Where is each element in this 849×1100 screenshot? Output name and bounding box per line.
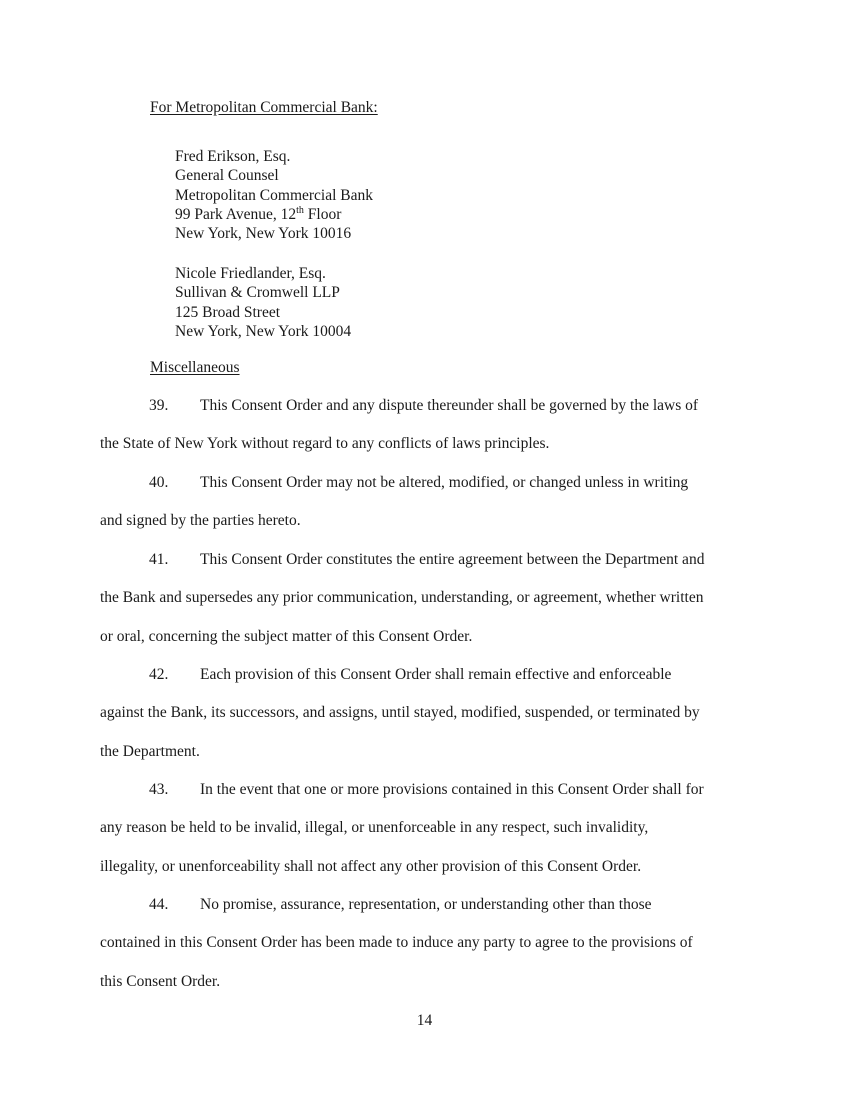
paragraph-text: any reason be held to be invalid, illegal, or unenforceable in any respect, such invalidity, [100,819,649,837]
paragraph-number: 41. [149,551,169,568]
paragraph-number: 43. [149,781,169,798]
paragraph-text: or oral, concerning the subject matter of this Consent Order. [100,627,473,645]
addressee-block-counsel [175,264,351,341]
paragraph-41 [100,541,750,656]
paragraph-number: 39. [149,397,169,414]
paragraph-text: this Consent Order. [100,972,221,990]
paragraph-number: 40. [149,474,169,491]
paragraph-text: contained in this Consent Order has been made to induce any party to agree to the provisions of [100,934,693,952]
paragraph-text: No promise, assurance, representation, or understanding other than those [200,896,652,913]
paragraph-text: illegality, or unenforceability shall not affect any other provision of this Consent Order. [100,857,642,875]
paragraph-text: This Consent Order constitutes the entire agreement between the Department and [200,551,705,568]
addressee-street: 125 Broad Street [175,303,281,321]
paragraph-text: the Bank and supersedes any prior communication, understanding, or agreement, whether written [100,589,704,607]
paragraph-40 [100,464,750,541]
paragraph-text: the Department. [100,742,200,760]
addressee-title: General Counsel [175,167,279,185]
paragraph-number: 44. [149,896,169,913]
addressee-organization: Metropolitan Commercial Bank [175,186,374,204]
notice-heading: For Metropolitan Commercial Bank: [150,99,378,116]
addressee-name: Nicole Friedlander, Esq. [175,265,326,282]
paragraph-text: and signed by the parties hereto. [100,512,301,530]
paragraph-number: 42. [149,666,169,683]
paragraph-text: the State of New York without regard to any conflicts of laws principles. [100,435,550,453]
paragraph-text: against the Bank, its successors, and assigns, until stayed, modified, suspended, or terminated by [100,704,700,722]
addressee-block-bank [175,147,373,243]
addressee-name: Fred Erikson, Esq. [175,148,291,165]
paragraph-39 [100,387,750,464]
paragraph-43 [100,771,750,886]
addressee-organization: Sullivan & Cromwell LLP [175,284,340,302]
paragraph-text: In the event that one or more provisions contained in this Consent Order shall for [200,781,704,798]
paragraph-text: This Consent Order and any dispute thereunder shall be governed by the laws of [200,397,699,414]
section-heading: Miscellaneous [150,359,240,376]
paragraph-text: Each provision of this Consent Order shall remain effective and enforceable [200,666,672,683]
paragraph-42 [100,656,750,771]
addressee-city: New York, New York 10004 [175,322,352,340]
addressee-city: New York, New York 10016 [175,225,352,243]
paragraph-44 [100,886,750,1001]
paragraph-text: This Consent Order may not be altered, modified, or changed unless in writing [200,474,689,491]
addressee-street: 99 Park Avenue, 12th Floor [175,204,342,223]
page-number: 14 [416,1012,433,1029]
